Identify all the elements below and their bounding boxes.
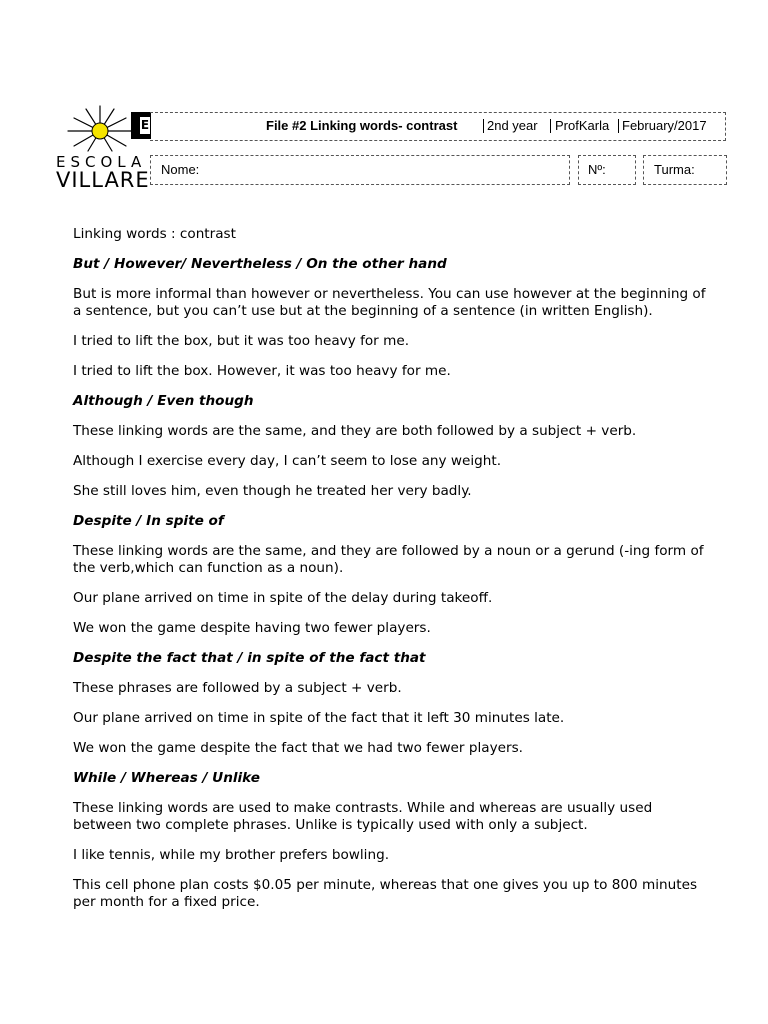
worksheet-date: February/2017 [622,118,707,133]
example-sentence: I tried to lift the box. However, it was too heavy for me. [73,363,451,379]
sun-icon [64,104,136,156]
separator [483,119,484,133]
file-title: File #2 Linking words- contrast [266,118,458,133]
example-sentence: She still loves him, even though he treated her very badly. [73,483,472,499]
separator [550,119,551,133]
example-sentence: I like tennis, while my brother prefers bowling. [73,847,390,863]
paragraph: These phrases are followed by a subject + verb. [73,680,402,696]
section-heading: While / Whereas / Unlike [73,770,260,786]
paragraph: But is more informal than however or nevertheless. You can use however at the beginning of a sentence, but you can’t use but at the beginning of a sentence (in written English). [73,286,706,319]
example-sentence: Although I exercise every day, I can’t seem to lose any weight. [73,453,502,469]
example-sentence: Our plane arrived on time in spite of the fact that it left 30 minutes late. [73,710,565,726]
section-heading: Despite / In spite of [73,513,224,529]
section-heading: But / However/ Nevertheless / On the other hand [73,256,447,272]
example-sentence: Our plane arrived on time in spite of the delay during takeoff. [73,590,493,606]
school-year: 2nd year [487,118,538,133]
paragraph: These linking words are the same, and they are followed by a noun or a gerund (-ing form of the verb,which can function as a noun). [73,543,704,576]
header-tab-letter: E [140,118,150,132]
example-sentence: We won the game despite having two fewer players. [73,620,431,636]
nome-field[interactable] [150,155,570,185]
nome-label: Nome: [161,162,200,177]
teacher-name: ProfKarla [555,118,610,133]
logo-text-escola: ESCOLA [56,153,147,171]
separator [618,119,619,133]
example-sentence: I tried to lift the box, but it was too heavy for me. [73,333,410,349]
worksheet-title: Linking words : contrast [73,226,236,242]
numero-label: Nº: [588,162,606,177]
worksheet-content [73,226,713,924]
header-tab [131,112,151,139]
paragraph: These linking words are used to make contrasts. While and whereas are usually used between two complete phrases. Unlike is typically used with only a subject. [73,800,653,833]
section-heading: Despite the fact that / in spite of the fact that [73,650,426,666]
logo-text-villare: VILLARE [56,168,150,192]
example-sentence: This cell phone plan costs $0.05 per minute, whereas that one gives you up to 800 minutes per month for a fixed price. [73,877,698,910]
section-heading: Although / Even though [73,393,254,409]
numero-field[interactable] [578,155,636,185]
paragraph: These linking words are the same, and they are both followed by a subject + verb. [73,423,637,439]
example-sentence: We won the game despite the fact that we had two fewer players. [73,740,523,756]
turma-label: Turma: [654,162,695,177]
